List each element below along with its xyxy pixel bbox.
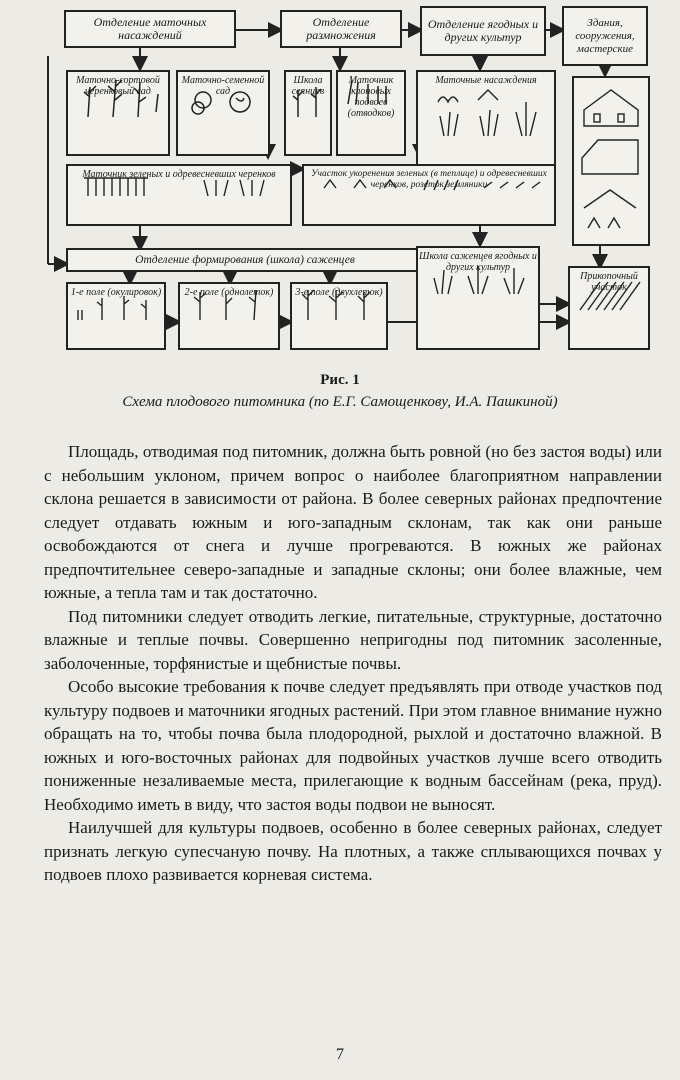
box-accelerated-rooting: [302, 164, 556, 226]
box-berry-mother-label: Маточные насаждения: [435, 75, 537, 86]
paragraph: Под питомники следует отводить легкие, питательные, структурные, достаточно влажные и теплые почвы. Совершенно непригодны под питомник засоленные, заболоченные, торфянистые и щебнистые почвы.: [44, 606, 662, 673]
header-propagation-label: Отделение размножения: [306, 15, 376, 42]
box-green-cuttings-mother: [66, 164, 292, 226]
figure-caption: Схема плодового питомника (по Е.Г. Самощенкову, И.А. Пашкиной): [122, 394, 558, 410]
heeled-saplings-icon: [570, 268, 648, 314]
budding-icon: [68, 284, 164, 324]
cutting-plants-icon: [68, 72, 168, 122]
box-green-cuttings-label: Маточник зеленых и одревесневших черенков: [82, 169, 276, 180]
box-clonal-stock-label: Маточник клоновых подвоев (отводков): [347, 75, 395, 119]
box-berry-school-label: Школа саженцев ягодных и других культур: [419, 251, 537, 273]
header-buildings: [562, 6, 648, 66]
box-field-3-label: 3-е поле (двухлеток): [295, 287, 383, 298]
box-seed-garden-label: Маточно-семенной сад: [181, 75, 265, 97]
box-accelerated-rooting-label: Участок укоренения зеленых (в теплице) и одревесневших черенков, розеток земляники: [311, 169, 547, 190]
cuttings-row-icon: [68, 166, 290, 200]
yearlings-icon: [180, 284, 278, 324]
box-seedling-school: [284, 70, 332, 156]
box-variety-garden: [66, 70, 170, 156]
berry-bushes-icon: [418, 72, 554, 142]
paragraph: Наилучшей для культуры подвоев, особенно в более северных районах, следует признать легкую супесчаную почву. На плотных, а также сплывающихся почвах у подвоев плохо развивается корневая система.: [44, 818, 662, 884]
two-year-saplings-icon: [292, 284, 386, 324]
box-seed-garden: [176, 70, 270, 156]
box-field-1-label: 1-е поле (окулировок): [70, 287, 162, 298]
header-mother-label: Отделение маточных насаждений: [93, 15, 207, 42]
rooting-plants-icon: [304, 166, 554, 196]
box-heeling-in-label: Прикопочный участок: [580, 271, 638, 293]
box-field-1: [66, 282, 166, 350]
header-propagation-department: [280, 10, 402, 48]
header-berry-department: [420, 6, 546, 56]
fruit-icon: [178, 72, 268, 122]
box-heeling-in: [568, 266, 650, 350]
seedlings-icon: [286, 72, 330, 122]
box-berry-mother: [416, 70, 556, 168]
body-text: [44, 440, 662, 887]
box-seedling-school-label: Школа сеянцев: [291, 75, 325, 97]
box-variety-garden-label: Маточно-сортовой черенковый сад: [76, 75, 160, 97]
page-number: 7: [336, 1046, 344, 1063]
berry-saplings-icon: [418, 248, 538, 298]
paragraph: Особо высокие требования к почве следует предъявлять при отводе участков под культуру подвоев и маточники ягодных растений. При этом главное внимание нужно обращать на то, чтобы почва была плодородной, рыхлой и достаточно влажной. В южных и юго-восточных районах для подвойных участков лучше всего отводить пониженные незаливаемые места, прилегающие к водным бассейнам (река, пруд). Необходимо иметь в виду, что застоя воды подвои не выносят.: [44, 677, 662, 814]
figure-title: Рис. 1: [320, 372, 360, 388]
paragraph: Площадь, отводимая под питомник, должна быть ровной (но без застоя воды) или с небольшим уклоном, причем вопрос о наиболее благоприятном направлении склона решается в зависимости от района. В более северных районах предпочтение следует отдавать южным и юго-западным склонам, так как они раньше освобождаются от снега и лучше прогреваются. В южных же районах предпочтительнее северо-западные и западные склоны; они более влажные, чем южные, а тепла там и так достаточно.: [44, 442, 662, 602]
box-field-2-label: 2-е поле (однолеток): [184, 287, 274, 298]
box-field-2: [178, 282, 280, 350]
box-buildings: [572, 76, 650, 246]
nursery-scheme-diagram: [40, 4, 660, 360]
buildings-icon: [574, 78, 648, 244]
header-formation-department: [66, 248, 424, 272]
header-formation-label: Отделение формирования (школа) саженцев: [135, 253, 355, 266]
rootstock-icon: [338, 72, 404, 108]
header-mother-department: [64, 10, 236, 48]
box-field-3: [290, 282, 388, 350]
header-buildings-label: Здания, сооружения, мастерские: [575, 16, 635, 55]
header-berry-label: Отделение ягодных и других культур: [427, 17, 539, 44]
box-berry-school: [416, 246, 540, 350]
box-clonal-stock: [336, 70, 406, 156]
